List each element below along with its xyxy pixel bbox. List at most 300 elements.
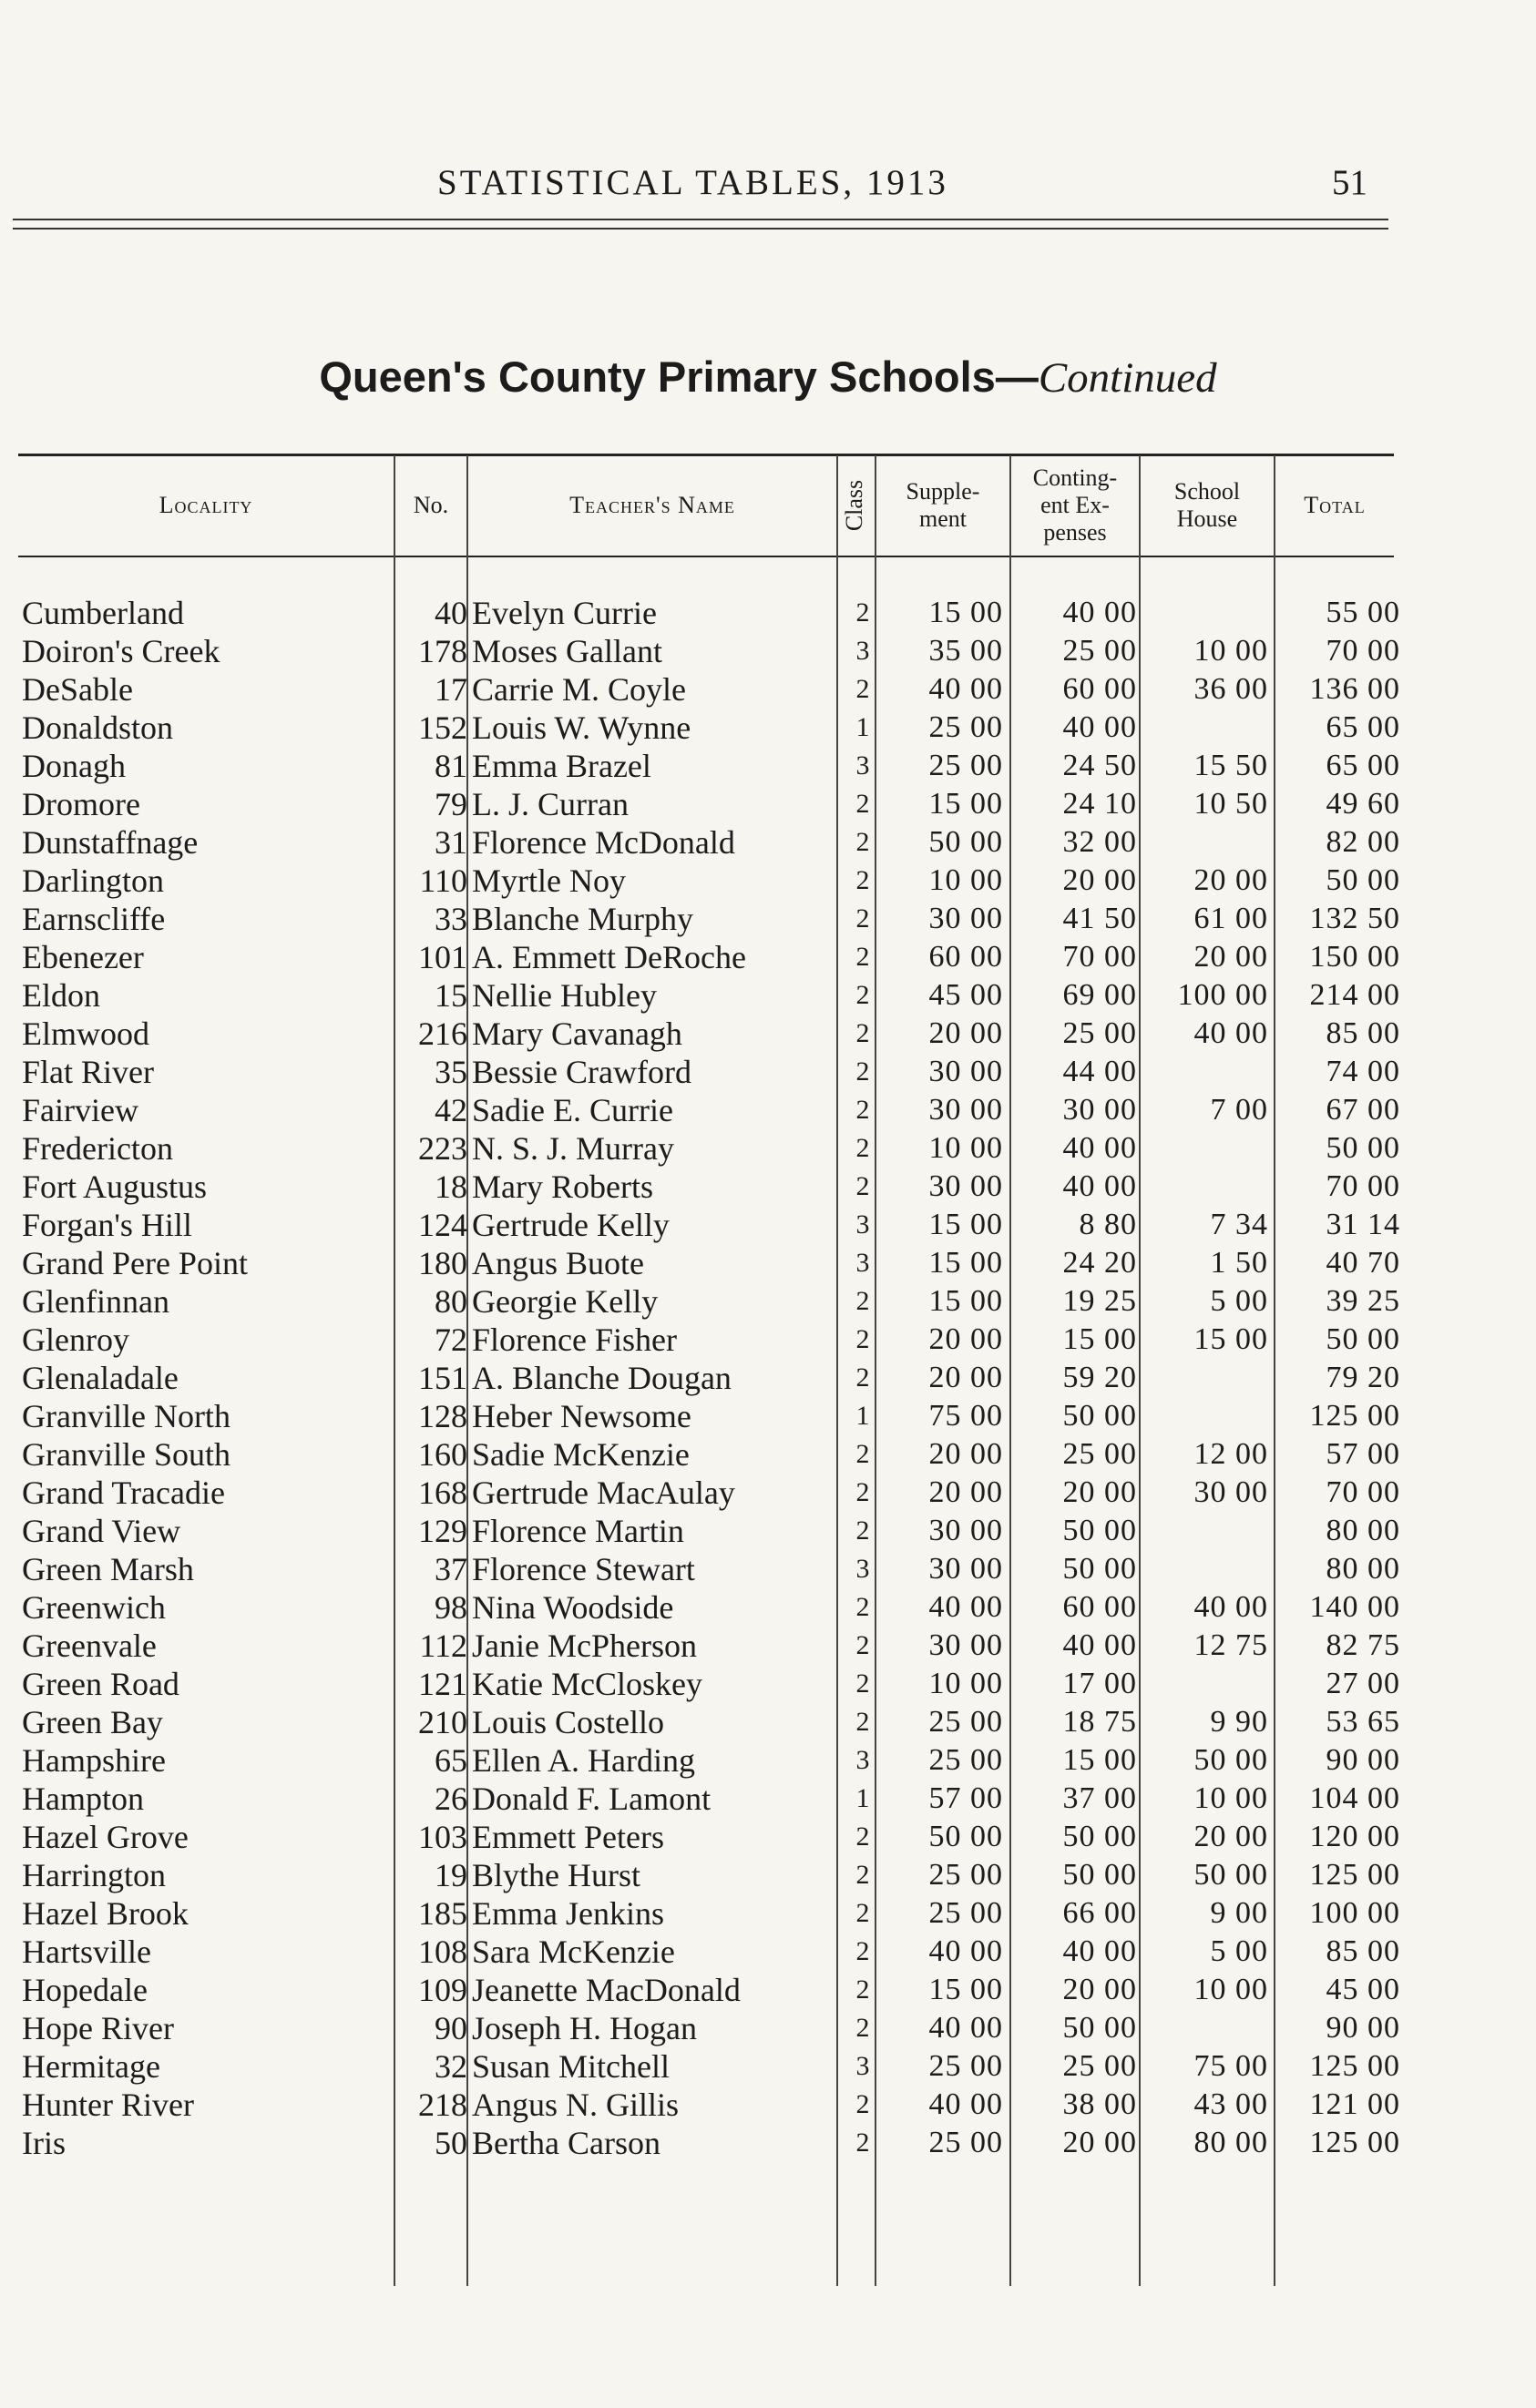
cell-school-number: 32 <box>435 2048 467 2085</box>
cell-locality: Flat River <box>22 1054 154 1090</box>
cell-total: 85 00 <box>1326 1934 1400 1968</box>
cell-school-house: 20 00 <box>1193 1820 1268 1853</box>
cell-class: 2 <box>855 942 870 972</box>
cell-school-house: 10 50 <box>1193 787 1268 821</box>
cell-total: 40 70 <box>1326 1246 1400 1280</box>
cell-school-house: 100 00 <box>1177 978 1268 1012</box>
header-total: Total <box>1304 492 1366 518</box>
cell-school-number: 26 <box>435 1780 467 1817</box>
header-teacher: Teacher's Name <box>569 492 735 518</box>
cell-class: 2 <box>855 597 870 628</box>
cell-total: 57 00 <box>1326 1437 1400 1471</box>
cell-total: 120 00 <box>1309 1820 1400 1853</box>
cell-class: 2 <box>855 1592 870 1622</box>
cell-total: 67 00 <box>1326 1093 1400 1127</box>
cell-contingent-expenses: 50 00 <box>1062 1399 1137 1433</box>
cell-class: 2 <box>855 1095 870 1125</box>
cell-locality: Hampshire <box>22 1742 166 1779</box>
cell-teacher-name: Louis W. Wynne <box>472 709 691 746</box>
cell-teacher-name: Florence McDonald <box>472 824 735 861</box>
cell-school-number: 108 <box>418 1934 467 1970</box>
table-row <box>0 632 1536 670</box>
cell-supplement: 20 00 <box>928 1437 1003 1471</box>
cell-teacher-name: Jeanette MacDonald <box>472 1972 741 2008</box>
cell-locality: Hopedale <box>22 1972 148 2008</box>
cell-school-number: 178 <box>418 633 467 669</box>
table-row <box>0 1206 1536 1244</box>
cell-teacher-name: Florence Fisher <box>472 1321 677 1358</box>
cell-supplement: 30 00 <box>928 1628 1003 1662</box>
cell-locality: Donaldston <box>22 709 173 746</box>
cell-supplement: 10 00 <box>928 863 1003 897</box>
cell-school-house: 43 00 <box>1193 2087 1268 2121</box>
cell-supplement: 40 00 <box>928 1590 1003 1624</box>
cell-supplement: 30 00 <box>928 1552 1003 1586</box>
cell-class: 2 <box>855 1286 870 1316</box>
cell-school-number: 152 <box>418 709 467 746</box>
cell-contingent-expenses: 40 00 <box>1062 1131 1137 1165</box>
cell-teacher-name: Ellen A. Harding <box>472 1742 695 1779</box>
header-contingent: Conting-ent Ex-penses <box>1032 464 1118 546</box>
cell-supplement: 25 00 <box>928 2126 1003 2159</box>
cell-supplement: 15 00 <box>928 1246 1003 1280</box>
cell-class: 2 <box>855 2089 870 2119</box>
cell-locality: Grand Tracadie <box>22 1474 225 1511</box>
cell-school-house: 15 50 <box>1193 749 1268 782</box>
cell-total: 70 00 <box>1326 634 1400 668</box>
table-row <box>0 1512 1536 1550</box>
cell-class: 2 <box>855 1707 870 1737</box>
cell-class: 2 <box>855 903 870 934</box>
table-row <box>0 1168 1536 1206</box>
cell-class: 2 <box>855 1133 870 1163</box>
cell-teacher-name: Mary Cavanagh <box>472 1015 682 1052</box>
cell-school-number: 151 <box>418 1360 467 1396</box>
table-row <box>0 1397 1536 1435</box>
cell-school-house: 40 00 <box>1193 1016 1268 1050</box>
cell-teacher-name: Angus Buote <box>472 1245 644 1281</box>
cell-contingent-expenses: 15 00 <box>1062 1743 1137 1777</box>
cell-teacher-name: Bessie Crawford <box>472 1054 691 1090</box>
cell-supplement: 15 00 <box>928 1208 1003 1241</box>
cell-school-number: 218 <box>418 2087 467 2123</box>
cell-locality: Hermitage <box>22 2048 160 2085</box>
table-row <box>0 1971 1536 2009</box>
cell-school-number: 80 <box>435 1283 467 1320</box>
cell-total: 27 00 <box>1326 1667 1400 1700</box>
cell-contingent-expenses: 37 00 <box>1062 1781 1137 1815</box>
cell-school-number: 129 <box>418 1513 467 1549</box>
cell-school-house: 12 00 <box>1193 1437 1268 1471</box>
cell-school-number: 112 <box>419 1627 467 1664</box>
cell-school-number: 128 <box>418 1398 467 1434</box>
cell-supplement: 35 00 <box>928 634 1003 668</box>
cell-total: 80 00 <box>1326 1514 1400 1547</box>
cell-teacher-name: Emma Brazel <box>472 748 651 784</box>
cell-teacher-name: Gertrude Kelly <box>472 1207 670 1243</box>
cell-class: 2 <box>855 1936 870 1966</box>
table-row <box>0 1741 1536 1780</box>
cell-teacher-name: Katie McCloskey <box>472 1666 702 1702</box>
cell-supplement: 25 00 <box>928 2049 1003 2083</box>
cell-supplement: 20 00 <box>928 1361 1003 1394</box>
cell-teacher-name: A. Emmett DeRoche <box>472 939 746 975</box>
title-continued: Continued <box>1038 354 1217 402</box>
cell-supplement: 50 00 <box>928 825 1003 859</box>
cell-school-number: 90 <box>435 2010 467 2046</box>
table-row <box>0 1321 1536 1359</box>
cell-school-number: 180 <box>418 1245 467 1281</box>
cell-school-house: 75 00 <box>1193 2049 1268 2083</box>
cell-locality: Fort Augustus <box>22 1168 208 1205</box>
cell-locality: Green Marsh <box>22 1551 194 1587</box>
table-row <box>0 938 1536 976</box>
cell-school-number: 65 <box>435 1742 467 1779</box>
cell-school-number: 109 <box>418 1972 467 2008</box>
cell-total: 90 00 <box>1326 1743 1400 1777</box>
cell-total: 39 25 <box>1326 1284 1400 1318</box>
cell-teacher-name: Bertha Carson <box>472 2125 660 2161</box>
cell-class: 2 <box>855 1018 870 1048</box>
cell-supplement: 40 00 <box>928 2087 1003 2121</box>
cell-school-house: 20 00 <box>1193 940 1268 974</box>
cell-supplement: 20 00 <box>928 1322 1003 1356</box>
cell-teacher-name: Blythe Hurst <box>472 1857 640 1893</box>
cell-contingent-expenses: 50 00 <box>1062 1820 1137 1853</box>
cell-teacher-name: Blanche Murphy <box>472 901 693 937</box>
cell-class: 2 <box>855 2127 870 2158</box>
table-header-rule <box>18 556 1394 557</box>
cell-supplement: 25 00 <box>928 1743 1003 1777</box>
cell-contingent-expenses: 38 00 <box>1062 2087 1137 2121</box>
table-row <box>0 1856 1536 1894</box>
cell-locality: Glenaladale <box>22 1360 179 1396</box>
cell-school-house: 10 00 <box>1193 634 1268 668</box>
cell-total: 65 00 <box>1326 749 1400 782</box>
table-row <box>0 1091 1536 1129</box>
cell-locality: Granville North <box>22 1398 230 1434</box>
cell-supplement: 25 00 <box>928 710 1003 744</box>
cell-locality: Doiron's Creek <box>22 633 220 669</box>
cell-school-number: 15 <box>435 977 467 1014</box>
cell-school-number: 33 <box>435 901 467 937</box>
cell-locality: Hunter River <box>22 2087 194 2123</box>
cell-school-number: 98 <box>435 1589 467 1626</box>
cell-contingent-expenses: 70 00 <box>1062 940 1137 974</box>
cell-supplement: 10 00 <box>928 1667 1003 1700</box>
cell-supplement: 20 00 <box>928 1475 1003 1509</box>
cell-locality: Grand Pere Point <box>22 1245 248 1281</box>
cell-contingent-expenses: 50 00 <box>1062 1858 1137 1892</box>
cell-teacher-name: Susan Mitchell <box>472 2048 670 2085</box>
cell-contingent-expenses: 69 00 <box>1062 978 1137 1012</box>
cell-school-number: 40 <box>435 595 467 631</box>
cell-school-house: 1 50 <box>1210 1246 1268 1280</box>
table-row <box>0 1015 1536 1053</box>
cell-locality: Glenroy <box>22 1321 129 1358</box>
cell-supplement: 25 00 <box>928 749 1003 782</box>
cell-teacher-name: Louis Costello <box>472 1704 665 1740</box>
table-row <box>0 1550 1536 1588</box>
cell-contingent-expenses: 25 00 <box>1062 634 1137 668</box>
cell-contingent-expenses: 18 75 <box>1062 1705 1137 1739</box>
cell-class: 3 <box>855 1554 870 1584</box>
cell-school-number: 17 <box>435 671 467 708</box>
cell-school-number: 168 <box>418 1474 467 1511</box>
cell-class: 2 <box>855 1668 870 1699</box>
cell-class: 1 <box>855 1783 870 1813</box>
cell-contingent-expenses: 20 00 <box>1062 1475 1137 1509</box>
cell-class: 2 <box>855 1362 870 1393</box>
cell-supplement: 30 00 <box>928 1169 1003 1203</box>
running-head <box>0 162 1536 208</box>
table-row <box>0 1282 1536 1321</box>
cell-supplement: 40 00 <box>928 1934 1003 1968</box>
cell-teacher-name: Sara McKenzie <box>472 1934 675 1970</box>
cell-class: 2 <box>855 674 870 704</box>
cell-total: 82 00 <box>1326 825 1400 859</box>
cell-class: 1 <box>855 712 870 742</box>
cell-teacher-name: Janie McPherson <box>472 1627 697 1664</box>
cell-locality: Donagh <box>22 748 126 784</box>
cell-class: 2 <box>855 1515 870 1546</box>
cell-total: 50 00 <box>1326 863 1400 897</box>
cell-school-number: 81 <box>435 748 467 784</box>
header-rule-lower <box>13 228 1388 230</box>
cell-total: 136 00 <box>1309 672 1400 706</box>
cell-teacher-name: Gertrude MacAulay <box>472 1474 735 1511</box>
cell-class: 2 <box>855 1821 870 1852</box>
cell-contingent-expenses: 60 00 <box>1062 1590 1137 1624</box>
cell-contingent-expenses: 25 00 <box>1062 1437 1137 1471</box>
cell-total: 214 00 <box>1309 978 1400 1012</box>
table-row <box>0 1665 1536 1703</box>
table-row <box>0 1053 1536 1091</box>
header-no: No. <box>413 492 449 518</box>
cell-supplement: 50 00 <box>928 1820 1003 1853</box>
header-rule-upper <box>13 219 1388 220</box>
cell-school-number: 37 <box>435 1551 467 1587</box>
cell-total: 125 00 <box>1309 1858 1400 1892</box>
cell-supplement: 40 00 <box>928 672 1003 706</box>
cell-total: 70 00 <box>1326 1475 1400 1509</box>
cell-contingent-expenses: 8 80 <box>1079 1208 1137 1241</box>
cell-contingent-expenses: 40 00 <box>1062 1169 1137 1203</box>
cell-class: 2 <box>855 1439 870 1469</box>
cell-contingent-expenses: 24 50 <box>1062 749 1137 782</box>
cell-contingent-expenses: 50 00 <box>1062 1514 1137 1547</box>
cell-school-number: 31 <box>435 824 467 861</box>
cell-contingent-expenses: 40 00 <box>1062 710 1137 744</box>
cell-locality: Iris <box>22 2125 66 2161</box>
table-row <box>0 2124 1536 2162</box>
cell-supplement: 75 00 <box>928 1399 1003 1433</box>
table-row <box>0 976 1536 1015</box>
cell-locality: Eldon <box>22 977 100 1014</box>
cell-contingent-expenses: 25 00 <box>1062 1016 1137 1050</box>
cell-supplement: 15 00 <box>928 1973 1003 2006</box>
cell-supplement: 30 00 <box>928 1514 1003 1547</box>
table-row <box>0 1474 1536 1512</box>
cell-teacher-name: Sadie McKenzie <box>472 1436 690 1473</box>
cell-class: 2 <box>855 1324 870 1354</box>
cell-locality: Dromore <box>22 786 140 822</box>
cell-supplement: 40 00 <box>928 2011 1003 2045</box>
table-row <box>0 594 1536 632</box>
cell-class: 2 <box>855 865 870 895</box>
cell-locality: DeSable <box>22 671 133 708</box>
cell-contingent-expenses: 15 00 <box>1062 1322 1137 1356</box>
cell-total: 49 60 <box>1326 787 1400 821</box>
cell-school-house: 40 00 <box>1193 1590 1268 1624</box>
cell-contingent-expenses: 30 00 <box>1062 1093 1137 1127</box>
cell-contingent-expenses: 17 00 <box>1062 1667 1137 1700</box>
cell-class: 2 <box>855 789 870 819</box>
cell-total: 125 00 <box>1309 1399 1400 1433</box>
cell-total: 100 00 <box>1309 1896 1400 1930</box>
cell-class: 2 <box>855 1171 870 1201</box>
cell-contingent-expenses: 59 20 <box>1062 1361 1137 1394</box>
cell-supplement: 25 00 <box>928 1705 1003 1739</box>
running-title: STATISTICAL TABLES, 1913 <box>437 163 948 202</box>
cell-school-house: 10 00 <box>1193 1781 1268 1815</box>
cell-locality: Grand View <box>22 1513 181 1549</box>
cell-teacher-name: Evelyn Currie <box>472 595 657 631</box>
cell-locality: Elmwood <box>22 1015 149 1052</box>
cell-teacher-name: Florence Stewart <box>472 1551 695 1587</box>
page-number: 51 <box>1332 163 1367 202</box>
cell-total: 121 00 <box>1309 2087 1400 2121</box>
cell-total: 80 00 <box>1326 1552 1400 1586</box>
cell-school-house: 50 00 <box>1193 1858 1268 1892</box>
header-supplement: Supple-ment <box>906 478 980 532</box>
cell-class: 3 <box>855 750 870 781</box>
header-school-house: School House <box>1173 478 1241 532</box>
cell-class: 2 <box>855 1477 870 1507</box>
cell-contingent-expenses: 24 20 <box>1062 1246 1137 1280</box>
cell-contingent-expenses: 44 00 <box>1062 1055 1137 1088</box>
cell-teacher-name: Georgie Kelly <box>472 1283 659 1320</box>
cell-total: 50 00 <box>1326 1322 1400 1356</box>
cell-supplement: 15 00 <box>928 596 1003 629</box>
cell-locality: Earnscliffe <box>22 901 166 937</box>
table-row <box>0 709 1536 747</box>
cell-locality: Fredericton <box>22 1130 173 1167</box>
cell-total: 79 20 <box>1326 1361 1400 1394</box>
cell-teacher-name: N. S. J. Murray <box>472 1130 674 1167</box>
cell-school-number: 216 <box>418 1015 467 1052</box>
title-main: Queen's County Primary Schools <box>319 352 996 401</box>
cell-contingent-expenses: 40 00 <box>1062 1628 1137 1662</box>
cell-total: 50 00 <box>1326 1131 1400 1165</box>
table-row <box>0 1703 1536 1741</box>
cell-total: 70 00 <box>1326 1169 1400 1203</box>
table-row <box>0 670 1536 709</box>
cell-total: 53 65 <box>1326 1705 1400 1739</box>
cell-contingent-expenses: 19 25 <box>1062 1284 1137 1318</box>
cell-teacher-name: Florence Martin <box>472 1513 684 1549</box>
cell-class: 2 <box>855 1898 870 1928</box>
cell-supplement: 15 00 <box>928 1284 1003 1318</box>
cell-locality: Hartsville <box>22 1934 151 1970</box>
cell-school-house: 5 00 <box>1210 1284 1268 1318</box>
cell-supplement: 30 00 <box>928 1055 1003 1088</box>
table-row <box>0 747 1536 785</box>
table-row <box>0 1435 1536 1474</box>
cell-teacher-name: Mary Roberts <box>472 1168 653 1205</box>
cell-school-number: 121 <box>418 1666 467 1702</box>
cell-total: 82 75 <box>1326 1628 1400 1662</box>
cell-total: 55 00 <box>1326 596 1400 629</box>
cell-locality: Greenvale <box>22 1627 157 1664</box>
cell-teacher-name: A. Blanche Dougan <box>472 1360 732 1396</box>
cell-class: 2 <box>855 2013 870 2043</box>
cell-total: 132 50 <box>1309 902 1400 935</box>
cell-contingent-expenses: 25 00 <box>1062 2049 1137 2083</box>
cell-class: 3 <box>855 1209 870 1240</box>
cell-teacher-name: Emma Jenkins <box>472 1895 664 1932</box>
cell-contingent-expenses: 20 00 <box>1062 863 1137 897</box>
table-row <box>0 900 1536 938</box>
table-row <box>0 1780 1536 1818</box>
cell-locality: Granville South <box>22 1436 230 1473</box>
cell-school-house: 9 90 <box>1210 1705 1268 1739</box>
cell-total: 74 00 <box>1326 1055 1400 1088</box>
cell-contingent-expenses: 20 00 <box>1062 2126 1137 2159</box>
table-row <box>0 1588 1536 1627</box>
cell-supplement: 57 00 <box>928 1781 1003 1815</box>
cell-supplement: 10 00 <box>928 1131 1003 1165</box>
cell-school-house: 61 00 <box>1193 902 1268 935</box>
table-row <box>0 1359 1536 1397</box>
cell-teacher-name: Joseph H. Hogan <box>472 2010 697 2046</box>
cell-school-number: 160 <box>418 1436 467 1473</box>
table-row <box>0 785 1536 823</box>
cell-total: 140 00 <box>1309 1590 1400 1624</box>
table-row <box>0 862 1536 900</box>
cell-class: 2 <box>855 827 870 857</box>
table-row <box>0 1244 1536 1282</box>
cell-school-house: 36 00 <box>1193 672 1268 706</box>
cell-total: 90 00 <box>1326 2011 1400 2045</box>
cell-total: 31 14 <box>1326 1208 1400 1241</box>
cell-locality: Dunstaffnage <box>22 824 199 861</box>
table-row <box>0 1818 1536 1856</box>
cell-school-number: 223 <box>418 1130 467 1167</box>
cell-class: 3 <box>855 636 870 666</box>
cell-locality: Hazel Grove <box>22 1819 189 1855</box>
cell-supplement: 45 00 <box>928 978 1003 1012</box>
cell-teacher-name: L. J. Curran <box>472 786 629 822</box>
cell-supplement: 15 00 <box>928 787 1003 821</box>
cell-class: 3 <box>855 2051 870 2081</box>
cell-school-house: 30 00 <box>1193 1475 1268 1509</box>
cell-school-number: 210 <box>418 1704 467 1740</box>
cell-teacher-name: Sadie E. Currie <box>472 1092 673 1128</box>
cell-class: 2 <box>855 1630 870 1660</box>
table-row <box>0 2086 1536 2124</box>
cell-teacher-name: Nina Woodside <box>472 1589 674 1626</box>
cell-class: 2 <box>855 1860 870 1890</box>
cell-school-house: 5 00 <box>1210 1934 1268 1968</box>
cell-locality: Glenfinnan <box>22 1283 169 1320</box>
cell-school-number: 79 <box>435 786 467 822</box>
cell-school-house: 12 75 <box>1193 1628 1268 1662</box>
cell-school-number: 124 <box>418 1207 467 1243</box>
cell-locality: Green Road <box>22 1666 179 1702</box>
cell-teacher-name: Heber Newsome <box>472 1398 691 1434</box>
cell-total: 45 00 <box>1326 1973 1400 2006</box>
